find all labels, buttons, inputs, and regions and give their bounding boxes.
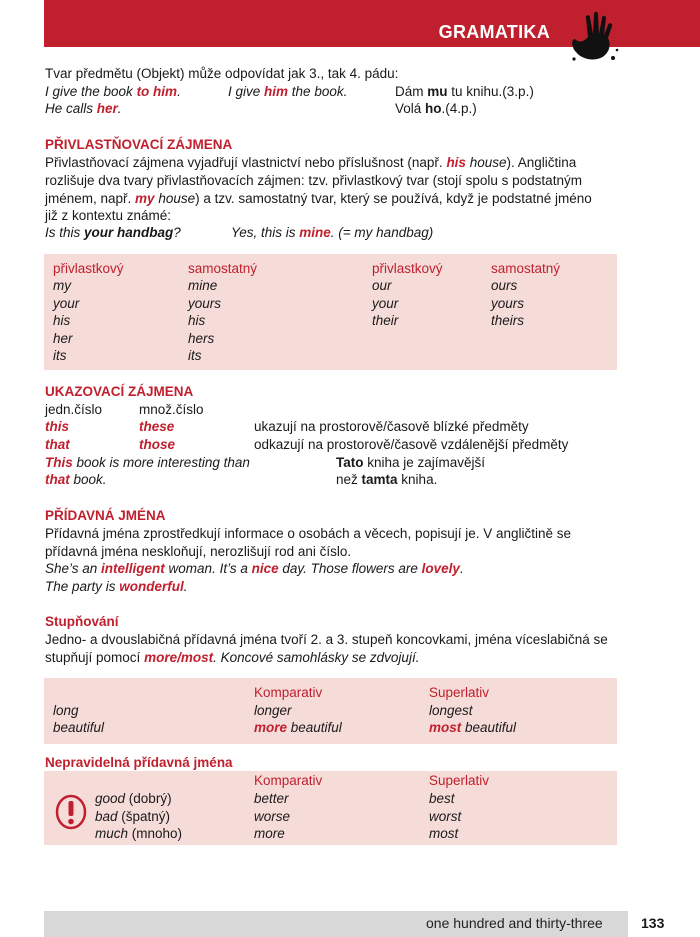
translation-line: Volá ho.(4.p.) xyxy=(395,101,477,116)
example-line: The party is wonderful. xyxy=(45,579,188,594)
example-line: Is this your handbag? xyxy=(45,225,181,240)
table-cell: my xyxy=(53,278,71,293)
table-cell: your xyxy=(53,296,80,311)
table-cell: worse xyxy=(254,809,291,824)
table-cell: yours xyxy=(188,296,222,311)
table-cell: much (mnoho) xyxy=(95,826,183,841)
example-line: that book. xyxy=(45,472,107,487)
table-cell: more beautiful xyxy=(254,720,342,735)
table-cell: hers xyxy=(188,331,215,346)
table-header: samostatný xyxy=(188,261,258,276)
table-header: Komparativ xyxy=(254,685,323,700)
translation-line: Tato kniha je zajímavější xyxy=(336,455,486,470)
comparison-heading: Stupňování xyxy=(45,614,119,629)
example-line: This book is more interesting than xyxy=(45,455,250,470)
example-line: I give the book to him. xyxy=(45,84,181,99)
table-cell: best xyxy=(429,791,455,806)
paragraph-line: Jedno- a dvouslabičná přídavná jména tvoří 2. a 3. stupeň koncovkami, jména víceslabičná se xyxy=(45,632,608,647)
possessive-heading: PŘIVLASTŇOVACÍ ZÁJMENA xyxy=(45,137,233,152)
table-cell: long xyxy=(53,703,79,718)
table-cell: yours xyxy=(491,296,525,311)
table-cell: good (dobrý) xyxy=(95,791,172,806)
table-cell: its xyxy=(188,348,202,363)
table-header: Komparativ xyxy=(254,773,323,788)
paragraph-line: stupňují pomocí more/most. Koncové samohlásky se zdvojují. xyxy=(45,650,420,665)
page-number-words: one hundred and thirty-three xyxy=(426,915,603,931)
page-number: 133 xyxy=(641,915,665,931)
table-cell: theirs xyxy=(491,313,525,328)
table-cell: his xyxy=(188,313,206,328)
paragraph-line: Přivlastňovací zájmena vyjadřují vlastnictví nebo příslušnost (např. his house). Angličtina xyxy=(45,155,577,170)
table-cell: its xyxy=(53,348,67,363)
pronoun: that xyxy=(45,437,70,452)
table-header: Superlativ xyxy=(429,773,490,788)
table-cell: longest xyxy=(429,703,473,718)
example-line: Yes, this is mine. (= my handbag) xyxy=(231,225,434,240)
table-cell: bad (špatný) xyxy=(95,809,171,824)
example-line: She’s an intelligent woman. It’s a nice day. Those flowers are lovely. xyxy=(45,561,464,576)
column-label: jedn.číslo xyxy=(45,402,103,417)
table-cell: mine xyxy=(188,278,218,293)
table-cell: most beautiful xyxy=(429,720,517,735)
table-cell: worst xyxy=(429,809,462,824)
description: ukazují na prostorově/časově blízké předměty xyxy=(254,419,529,434)
paragraph-line: Přídavná jména zprostředkují informace o osobách a věcech, popisují je. V angličtině se xyxy=(45,526,572,541)
example-line: I give him the book. xyxy=(228,84,348,99)
pronoun: these xyxy=(139,419,175,434)
paragraph-line: jménem, např. my house) a tzv. samostatný tvar, který se používá, když je podstatné jméno xyxy=(45,191,592,206)
adjectives-heading: PŘÍDAVNÁ JMÉNA xyxy=(45,508,166,523)
column-label: množ.číslo xyxy=(139,402,204,417)
table-cell: most xyxy=(429,826,459,841)
table-cell: their xyxy=(372,313,399,328)
table-cell: ours xyxy=(491,278,518,293)
translation-line: než tamta kniha. xyxy=(336,472,438,487)
handprint-icon xyxy=(562,6,622,66)
translation-line: Dám mu tu knihu.(3.p.) xyxy=(395,84,534,99)
table-header: Superlativ xyxy=(429,685,490,700)
exclamation-icon xyxy=(54,793,88,831)
table-cell: better xyxy=(254,791,289,806)
table-cell: your xyxy=(372,296,399,311)
table-cell: beautiful xyxy=(53,720,105,735)
section-title: GRAMATIKA xyxy=(438,22,550,42)
table-cell: his xyxy=(53,313,71,328)
table-cell: longer xyxy=(254,703,292,718)
table-cell: our xyxy=(372,278,392,293)
table-header: samostatný xyxy=(491,261,561,276)
paragraph-line: rozlišuje dva tvary přivlastňovacích zájmen: tzv. přivlastkový tvar (stojí spolu s podstatným xyxy=(45,173,582,188)
example-line: He calls her. xyxy=(45,101,122,116)
paragraph-line: přídavná jména neskloňují, nerozlišují rod ani číslo. xyxy=(45,544,352,559)
table-header: přivlastkový xyxy=(53,261,124,276)
table-header: přivlastkový xyxy=(372,261,443,276)
pronoun: those xyxy=(139,437,176,452)
table-cell: more xyxy=(254,826,285,841)
irregular-heading: Nepravidelná přídavná jména xyxy=(45,755,233,770)
pronoun: this xyxy=(45,419,70,434)
table-cell: her xyxy=(53,331,73,346)
description: odkazují na prostorově/časově vzdálenější předměty xyxy=(254,437,569,452)
paragraph-line: již z kontextu známé: xyxy=(45,208,172,223)
object-intro: Tvar předmětu (Objekt) může odpovídat jak 3., tak 4. pádu: xyxy=(45,66,399,81)
demonstrative-heading: UKAZOVACÍ ZÁJMENA xyxy=(45,384,194,399)
